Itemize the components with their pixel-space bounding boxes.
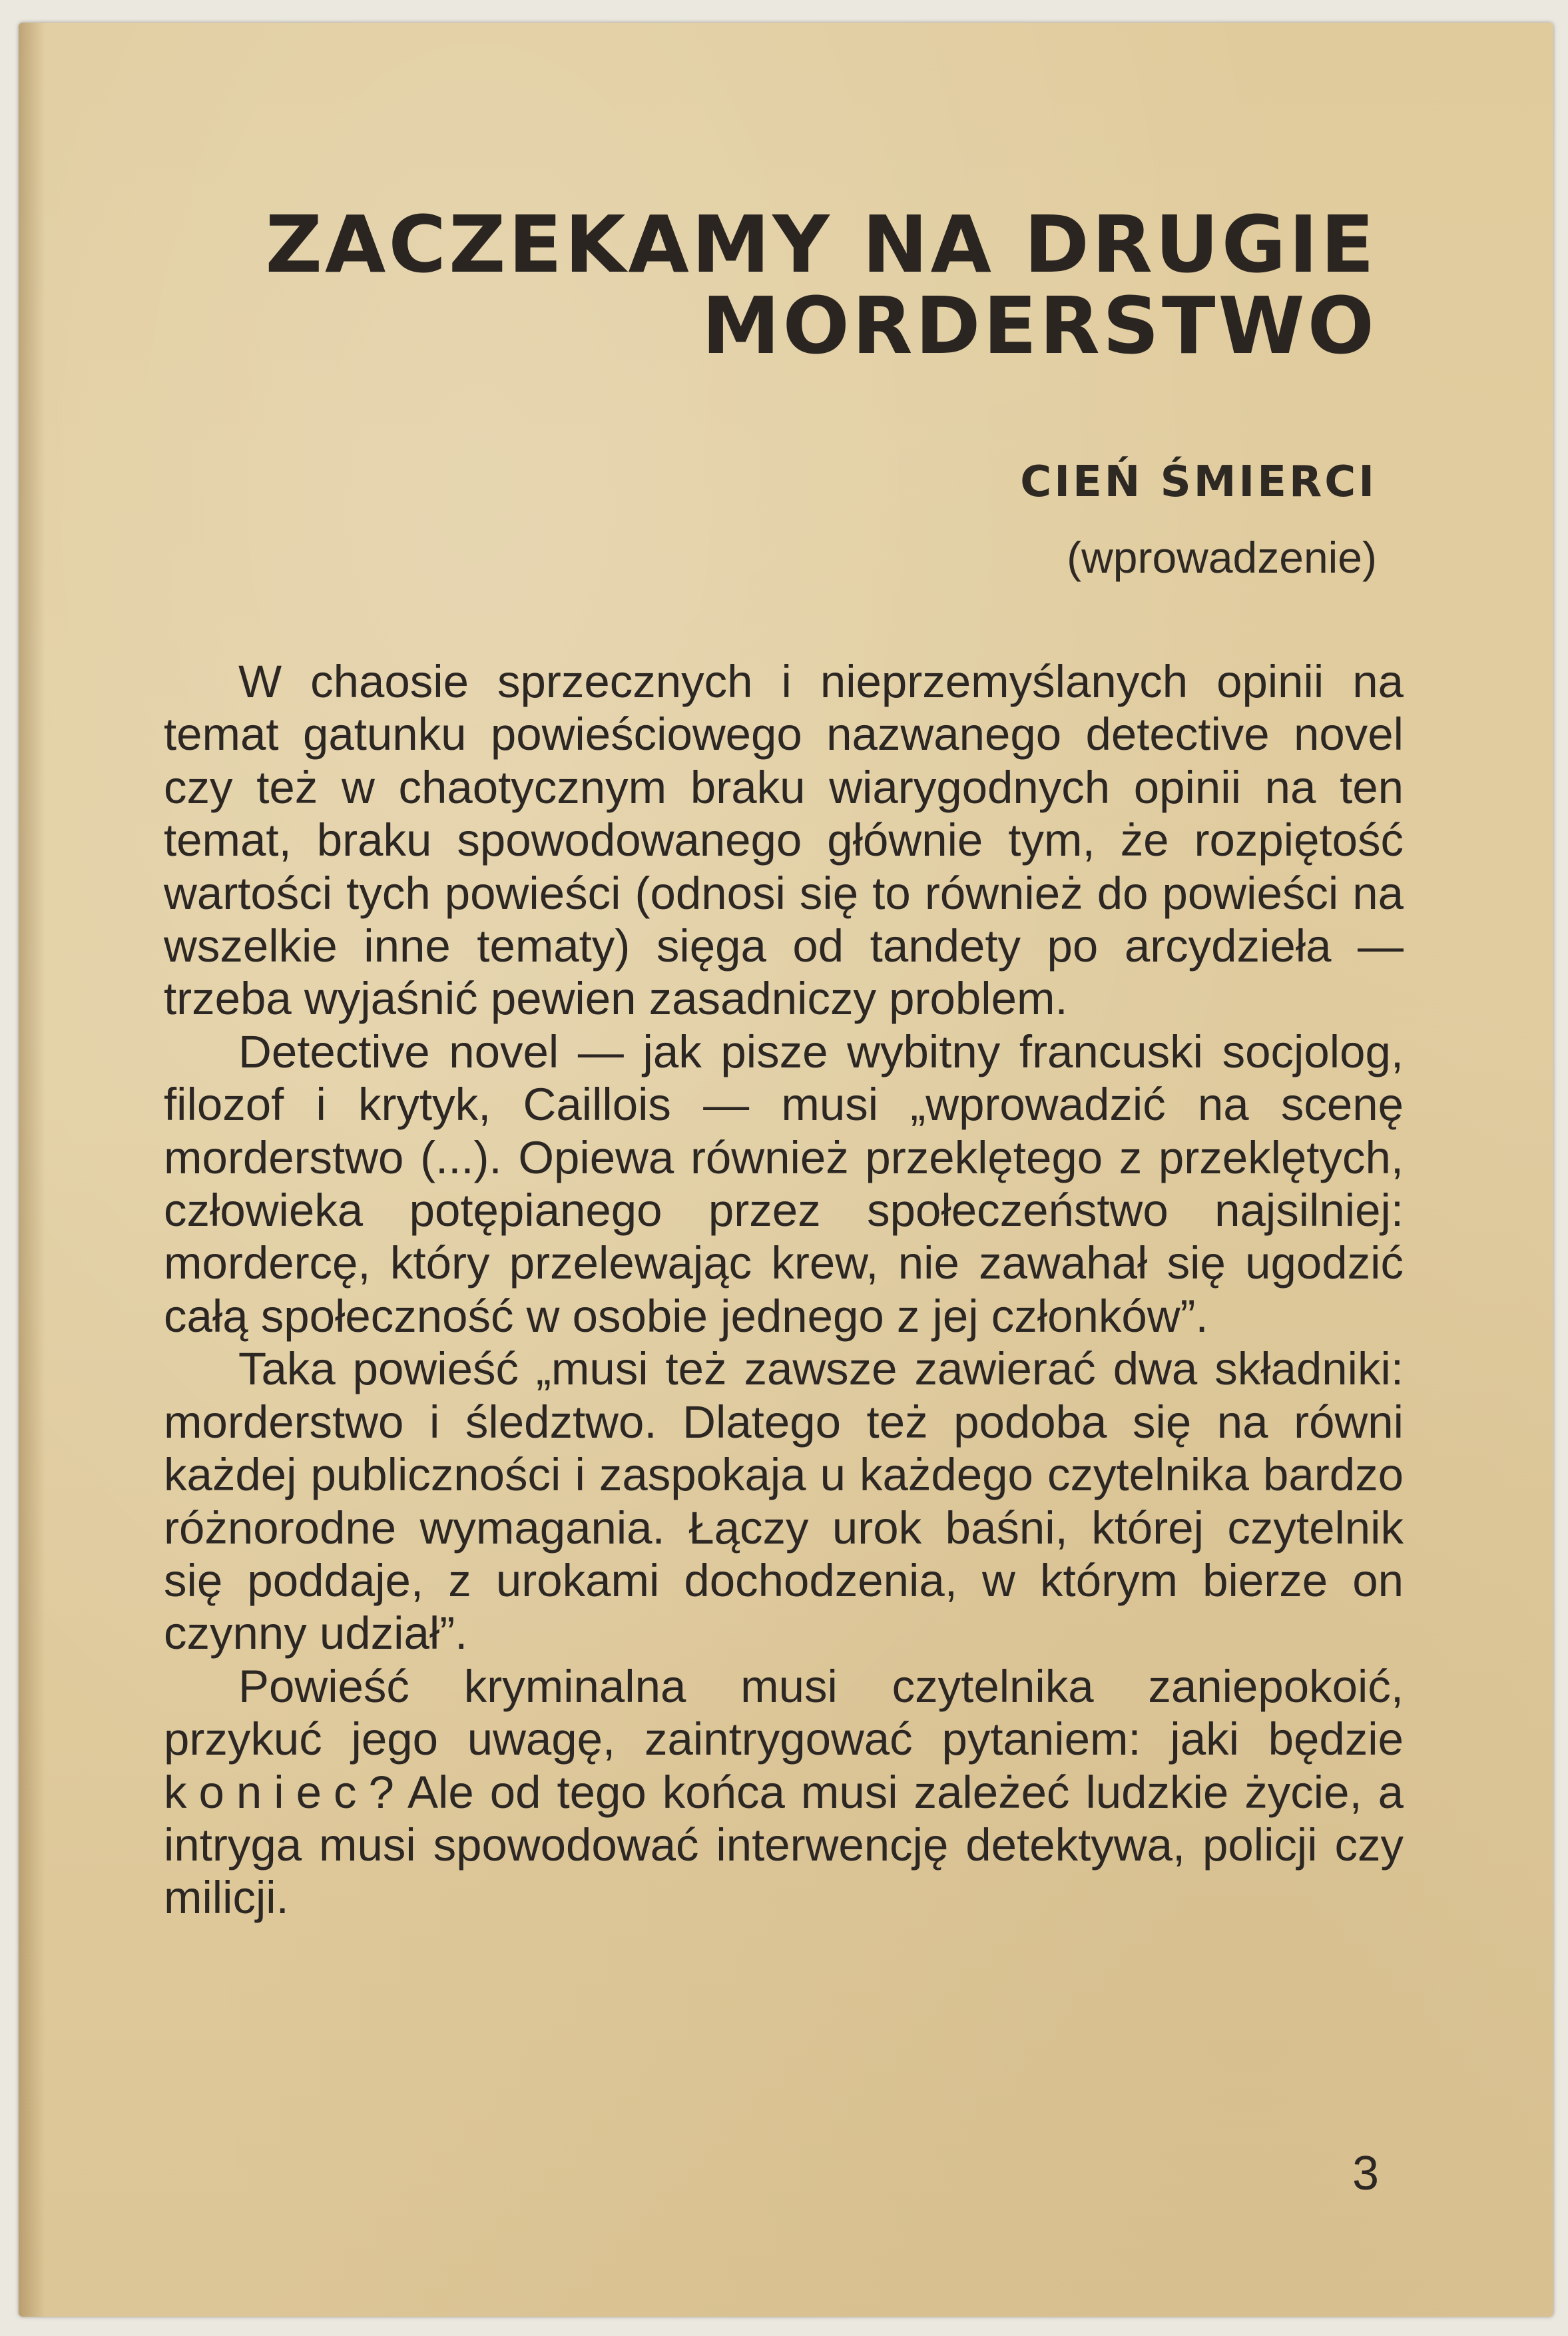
book-page (19, 23, 1553, 2317)
chapter-title-line-2: MORDERSTWO (702, 280, 1377, 372)
paragraph-2: Detective novel — jak pisze wybitny francuski socjolog, filozof i krytyk, Caillois — musi „wprowadzić na scenę morderstwo (...). Opiewa również przeklętego z przeklętych, człowieka potępianego przez społeczeństwo najsilniej: mordercę, który przelewając krew, nie zawahał się ugodzić całą społeczność w osobie jednego z jej członków”. (164, 1025, 1404, 1342)
paragraph-4-start: Powieść kryminalna musi czytelnika zaniepokoić, przykuć jego uwagę, zaintrygować pytaniem: jaki będzie (164, 1660, 1404, 1765)
body-text (164, 655, 1404, 1924)
chapter-title (265, 198, 1377, 372)
chapter-title-line-1: ZACZEKAMY NA DRUGIE (265, 198, 1377, 290)
paragraph-4-end: ? Ale od tego końca musi zależeć ludzkie życie, a intryga musi spowodować interwencję detektywa, policji czy milicji. (164, 1766, 1404, 1924)
paragraph-4 (164, 1660, 1404, 1924)
paragraph-4-emphasis: koniec (164, 1766, 369, 1818)
page-number: 3 (1352, 2147, 1379, 2200)
paragraph-1: W chaosie sprzecznych i nieprzemyślanych opinii na temat gatunku powieściowego nazwanego detective novel czy też w chaotycznym braku wiarygodnych opinii na ten temat, braku spowodowanego głównie tym, że rozpiętość wartości tych powieści (odnosi się to również do powieści na wszelkie inne tematy) sięga od tandety po arcydzieła — trzeba wyjaśnić pewien zasadniczy problem. (164, 656, 1404, 1025)
paragraph-3: Taka powieść „musi też zawsze zawierać dwa składniki: morderstwo i śledztwo. Dlatego też podoba się na równi każdej publiczności i zaspokaja u każdego czytelnika bardzo różnorodne wymagania. Łączy urok baśni, której czytelnik się poddaje, z urokami dochodzenia, w którym bierze on czynny udział”. (164, 1343, 1404, 1659)
section-heading: CIEŃ ŚMIERCI (1020, 457, 1377, 507)
section-note: (wprowadzenie) (1067, 533, 1377, 582)
